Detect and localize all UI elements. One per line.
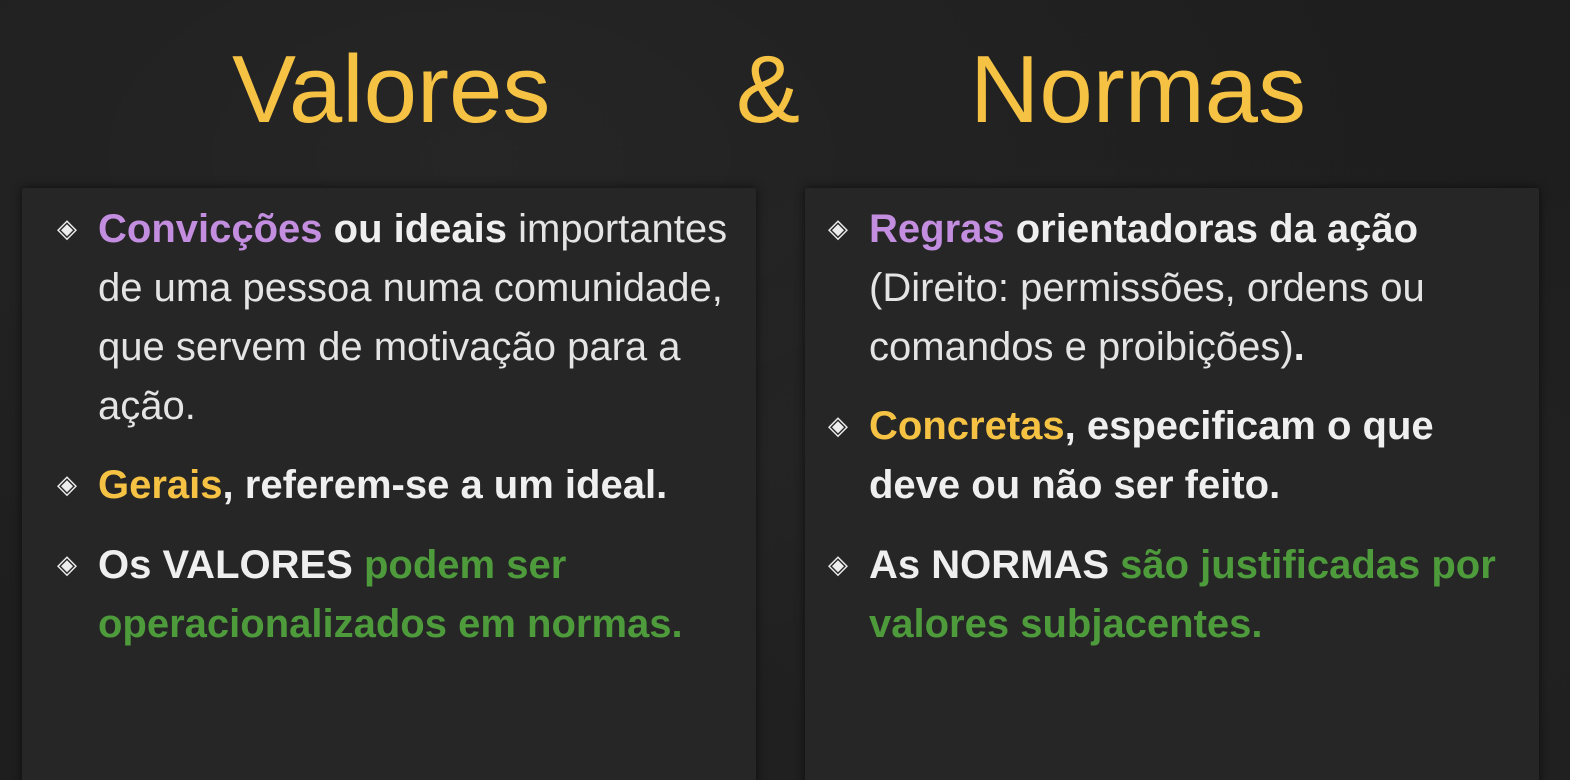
title-ampersand: & — [736, 36, 801, 143]
normas-panel — [805, 188, 1539, 780]
bullet-bold-text: ou ideais — [322, 207, 508, 251]
keyword-gerais: Gerais — [98, 463, 223, 507]
bullet-bold-text: , especificam o que deve ou não ser feito. — [869, 404, 1434, 507]
bullet-text: importantes de uma pessoa numa comunidade, que servem de motivação para a ação. — [98, 207, 728, 428]
keyword-conviccoes: Convicções — [98, 207, 323, 251]
diamond-bullet-icon: ◈ — [828, 214, 848, 244]
bullet-period: . — [1293, 325, 1305, 369]
diamond-bullet-icon: ◈ — [828, 550, 848, 580]
keyword-regras: Regras — [869, 207, 1005, 251]
bullet-green-text: podem ser operacionalizados em normas. — [98, 543, 683, 646]
bullet-bold-text: , referem-se a um ideal. — [222, 463, 668, 507]
title-normas: Normas — [970, 36, 1307, 143]
keyword-concretas: Concretas — [869, 404, 1065, 448]
valores-bullet-2 — [57, 456, 750, 515]
diamond-bullet-icon: ◈ — [57, 214, 77, 244]
valores-bullet-3 — [57, 536, 750, 654]
valores-bullet-1 — [57, 200, 750, 436]
normas-bullet-1 — [828, 200, 1533, 377]
diamond-bullet-icon: ◈ — [828, 411, 848, 441]
bullet-bold-text: As NORMAS — [869, 543, 1110, 587]
diamond-bullet-icon: ◈ — [57, 550, 77, 580]
bullet-green-text: são justificadas por valores subjacentes. — [869, 543, 1496, 646]
bullet-bold-text: orientadoras da ação — [1004, 207, 1419, 251]
slide-title — [0, 32, 1570, 152]
valores-panel — [22, 188, 756, 780]
normas-bullet-3 — [828, 536, 1533, 654]
normas-bullet-2 — [828, 397, 1533, 515]
title-valores: Valores — [232, 36, 551, 143]
bullet-bold-text: Os VALORES — [98, 543, 353, 587]
bullet-text: (Direito: permissões, ordens ou comandos e proibições) — [869, 266, 1425, 369]
diamond-bullet-icon: ◈ — [57, 470, 77, 500]
